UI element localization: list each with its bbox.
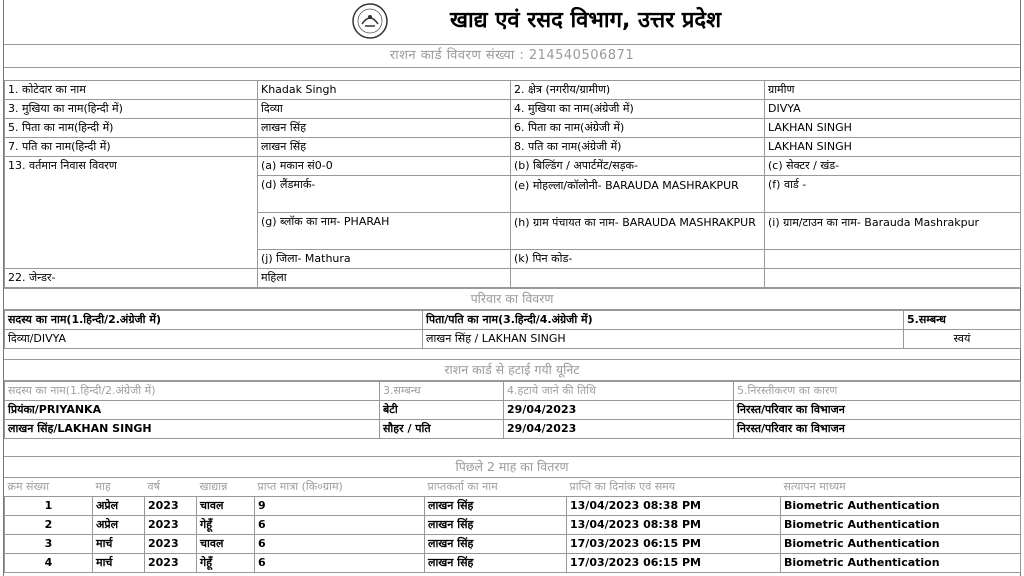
value-father-name-hindi: लाखन सिंह [258, 119, 511, 138]
address-district: (j) जिला- Mathura [258, 250, 511, 269]
verification: Biometric Authentication [781, 516, 1021, 535]
grain: चावल [197, 535, 255, 554]
removed-relation: बेटी [380, 401, 504, 420]
table-row [5, 554, 1021, 573]
month: अप्रेल [93, 516, 145, 535]
quantity: 6 [255, 554, 425, 573]
receipt-datetime: 17/03/2023 06:15 PM [567, 535, 781, 554]
removed-units-table [4, 381, 1021, 439]
table-row [5, 497, 1021, 516]
header-recipient: प्राप्तकर्ता का नाम [427, 480, 498, 493]
up-govt-seal-icon [347, 2, 393, 40]
value-father-name-english: LAKHAN SINGH [765, 119, 1021, 138]
ration-card-document [3, 0, 1021, 576]
table-header-row [5, 311, 1021, 330]
header-receipt-datetime: प्राप्ति का दिनांक एवं समय [569, 480, 676, 493]
table-row [5, 100, 1021, 119]
receipt-datetime: 13/04/2023 08:38 PM [567, 497, 781, 516]
address-gram-panchayat: (h) ग्राम पंचायत का नाम- BARAUDA MASHRAKPUR [511, 213, 765, 250]
table-row [5, 269, 1021, 288]
removed-relation: सौहर / पति [380, 420, 504, 439]
address-ward: (f) वार्ड - [765, 176, 1021, 213]
year: 2023 [145, 516, 197, 535]
receipt-datetime: 17/03/2023 06:15 PM [567, 554, 781, 573]
label-father-name-english: 6. पिता का नाम(अंग्रेजी में) [511, 119, 765, 138]
table-row [5, 138, 1021, 157]
distribution-table [4, 478, 1021, 573]
year: 2023 [145, 554, 197, 573]
address-landmark: (d) लैंडमार्क- [258, 176, 511, 213]
address-block: (g) ब्लॉक का नाम- PHARAH [258, 213, 511, 250]
label-area: 2. क्षेत्र (नगरीय/ग्रामीण) [511, 81, 765, 100]
recipient: लाखन सिंह [425, 535, 567, 554]
header-year: वर्ष [147, 480, 160, 493]
verification: Biometric Authentication [781, 497, 1021, 516]
year: 2023 [145, 497, 197, 516]
removed-date: 29/04/2023 [504, 401, 734, 420]
grain: चावल [197, 497, 255, 516]
distribution-section-title: पिछले 2 माह का वितरण [4, 456, 1020, 478]
header-relation: 5.सम्बन्ध [904, 311, 1021, 330]
month: मार्च [93, 554, 145, 573]
removed-reason: निरस्त/परिवार का विभाजन [734, 420, 1021, 439]
header-removal-date: 4.हटाये जाने की तिथि [504, 382, 734, 401]
removed-member-name: लाखन सिंह/LAKHAN SINGH [5, 420, 380, 439]
removed-date: 29/04/2023 [504, 420, 734, 439]
label-husband-name-english: 8. पति का नाम(अंग्रेजी में) [511, 138, 765, 157]
value-head-name-english: DIVYA [765, 100, 1021, 119]
table-row [5, 330, 1021, 349]
year: 2023 [145, 535, 197, 554]
quantity: 6 [255, 516, 425, 535]
page-header [4, 0, 1020, 45]
value-dealer-name: Khadak Singh [258, 81, 511, 100]
serial: 4 [5, 554, 93, 573]
serial: 1 [5, 497, 93, 516]
member-info-table [4, 80, 1021, 288]
removed-member-name: प्रियंका/PRIYANKA [5, 401, 380, 420]
family-section-title: परिवार का विवरण [4, 288, 1020, 310]
table-row [5, 119, 1021, 138]
header-serial: क्रम संख्या [7, 480, 50, 493]
header-grain: खाद्यान्न [199, 480, 228, 493]
address-mohalla: (e) मोहल्ला/कॉलोनी- BARAUDA MASHRAKPUR [511, 176, 765, 213]
month: अप्रेल [93, 497, 145, 516]
header-relation: 3.सम्बन्ध [380, 382, 504, 401]
verification: Biometric Authentication [781, 535, 1021, 554]
label-father-name-hindi: 5. पिता का नाम(हिन्दी में) [5, 119, 258, 138]
address-sector: (c) सेक्टर / खंड- [765, 157, 1021, 176]
recipient: लाखन सिंह [425, 554, 567, 573]
header-member-name: सदस्य का नाम(1.हिन्दी/2.अंग्रेजी में) [5, 382, 380, 401]
recipient: लाखन सिंह [425, 497, 567, 516]
table-row [5, 81, 1021, 100]
label-dealer-name: 1. कोटेदार का नाम [5, 81, 258, 100]
address-pincode: (k) पिन कोड- [511, 250, 765, 269]
header-month: माह [95, 480, 111, 493]
table-row [5, 420, 1021, 439]
header-cancel-reason: 5.निरस्तीकरण का कारण [734, 382, 1021, 401]
father-husband-name: लाखन सिंह / LAKHAN SINGH [423, 330, 904, 349]
table-row [5, 516, 1021, 535]
address-village-town: (i) ग्राम/टाउन का नाम- Barauda Mashrakpur [765, 213, 1021, 250]
address-building: (b) बिल्डिंग / अपार्टमेंट/सड़क- [511, 157, 765, 176]
header-father-husband-name: पिता/पति का नाम(3.हिन्दी/4.अंग्रेजी में) [423, 311, 904, 330]
value-head-name-hindi: दिव्या [258, 100, 511, 119]
table-row [5, 535, 1021, 554]
month: मार्च [93, 535, 145, 554]
label-husband-name-hindi: 7. पति का नाम(हिन्दी में) [5, 138, 258, 157]
ration-card-number: राशन कार्ड विवरण संख्या : 214540506871 [4, 45, 1020, 68]
table-row [5, 401, 1021, 420]
removed-reason: निरस्त/परिवार का विभाजन [734, 401, 1021, 420]
table-row [5, 157, 1021, 176]
address-house-no: (a) मकान सं0-0 [258, 157, 511, 176]
recipient: लाखन सिंह [425, 516, 567, 535]
relation: स्वयं [904, 330, 1021, 349]
header-verification: सत्यापन माध्यम [783, 480, 846, 493]
header-quantity: प्राप्त मात्रा (कि०ग्राम) [257, 480, 343, 493]
value-area: ग्रामीण [765, 81, 1021, 100]
label-head-name-hindi: 3. मुखिया का नाम(हिन्दी में) [5, 100, 258, 119]
verification: Biometric Authentication [781, 554, 1021, 573]
value-gender: महिला [258, 269, 511, 288]
serial: 3 [5, 535, 93, 554]
removed-units-title: राशन कार्ड से हटाई गयी यूनिट [4, 359, 1020, 381]
table-header-row [5, 382, 1021, 401]
receipt-datetime: 13/04/2023 08:38 PM [567, 516, 781, 535]
value-husband-name-english: LAKHAN SINGH [765, 138, 1021, 157]
value-husband-name-hindi: लाखन सिंह [258, 138, 511, 157]
label-gender: 22. जेन्डर- [5, 269, 258, 288]
grain: गेहूँ [197, 516, 255, 535]
quantity: 6 [255, 535, 425, 554]
label-address: 13. वर्तमान निवास विवरण [5, 157, 258, 269]
serial: 2 [5, 516, 93, 535]
label-head-name-english: 4. मुखिया का नाम(अंग्रेजी में) [511, 100, 765, 119]
department-title: खाद्य एवं रसद विभाग, उत्तर प्रदेश [450, 8, 722, 33]
header-member-name: सदस्य का नाम(1.हिन्दी/2.अंग्रेजी में) [5, 311, 423, 330]
table-header-row [5, 478, 1021, 497]
quantity: 9 [255, 497, 425, 516]
grain: गेहूँ [197, 554, 255, 573]
family-table [4, 310, 1021, 349]
member-name: दिव्या/DIVYA [5, 330, 423, 349]
